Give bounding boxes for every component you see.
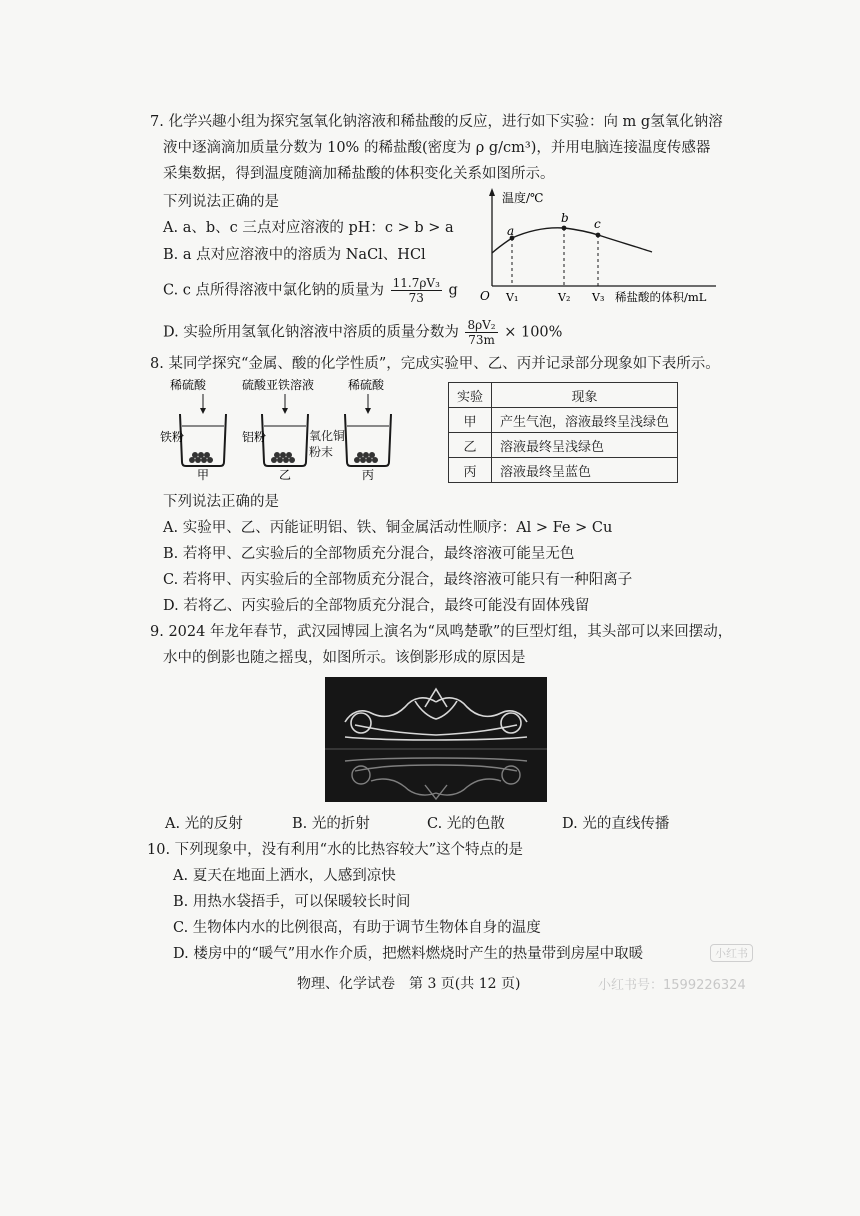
q7-temperature-graph bbox=[480, 188, 720, 306]
point-c-label: c bbox=[594, 217, 601, 231]
q10-stem: 10. 下列现象中，没有利用“水的比热容较大”这个特点的是 bbox=[147, 842, 523, 858]
q10-option-c: C. 生物体内水的比例很高，有助于调节生物体自身的温度 bbox=[173, 920, 541, 936]
q7-option-c-fraction bbox=[391, 276, 442, 305]
beaker-3-name: 丙 bbox=[362, 468, 375, 482]
q8-option-c: C. 若将甲、丙实验后的全部物质充分混合，最终溶液可能只有一种阳离子 bbox=[163, 572, 633, 588]
beaker-1-solid bbox=[189, 452, 213, 463]
beaker-2-name: 乙 bbox=[279, 468, 292, 482]
q7-stem-line1: 7. 化学兴趣小组为探究氢氧化钠溶液和稀盐酸的反应，进行如下实验：向 m g氢氧化钠溶 bbox=[150, 114, 723, 130]
beaker-2-reagent: 硫酸亚铁溶液 bbox=[242, 378, 315, 392]
beaker-3-solid bbox=[354, 452, 378, 463]
y-axis-arrow bbox=[489, 188, 495, 196]
q7-option-a: A. a、b、c 三点对应溶液的 pH：c > b > a bbox=[163, 220, 454, 236]
q7-option-d-text: D. 实验所用氢氧化钠溶液中溶质的质量分数为 bbox=[163, 324, 459, 341]
beaker-2-arrowhead bbox=[282, 408, 288, 414]
beaker-1-reagent: 稀硫酸 bbox=[170, 378, 207, 392]
q7-option-d-fraction bbox=[465, 318, 497, 347]
q8-stem: 8. 某同学探究“金属、酸的化学性质”，完成实验甲、乙、丙并记录部分现象如下表所示。 bbox=[150, 356, 720, 372]
q7-option-d-denominator: 73m bbox=[468, 333, 495, 347]
q8-beakers-diagram bbox=[158, 376, 408, 482]
beaker-2-solid bbox=[271, 452, 295, 463]
point-c-marker bbox=[596, 233, 601, 238]
page-footer: 物理、化学试卷 第 3 页(共 12 页) bbox=[297, 976, 521, 992]
q8-observation-table bbox=[448, 382, 678, 483]
table-header-cell: 实验 bbox=[449, 383, 492, 408]
beaker-3-arrowhead bbox=[365, 408, 371, 414]
table-cell: 溶液最终呈浅绿色 bbox=[492, 433, 678, 458]
beaker-3-solid-label: 氧化铜粉末 bbox=[309, 429, 346, 459]
q8-option-d: D. 若将乙、丙实验后的全部物质充分混合，最终可能没有固体残留 bbox=[163, 598, 590, 614]
watermark-text: 小红书号：1599226324 bbox=[598, 978, 746, 993]
q9-option-a: A. 光的反射 bbox=[165, 816, 243, 832]
table-header-row bbox=[449, 383, 678, 408]
q7-stem-line2: 液中逐滴滴加质量分数为 10% 的稀盐酸(密度为 ρ g/cm³)，并用电脑连接温度传感器 bbox=[163, 140, 711, 156]
q10-option-d: D. 楼房中的“暖气”用水作介质，把燃料燃烧时产生的热量带到房屋中取暖 bbox=[173, 946, 644, 962]
x-tick-v2: V₂ bbox=[558, 291, 571, 304]
temperature-curve bbox=[492, 228, 652, 253]
x-axis-label: 稀盐酸的体积/mL bbox=[615, 290, 707, 304]
q9-option-b: B. 光的折射 bbox=[292, 816, 370, 832]
beaker-3-reagent: 稀硫酸 bbox=[348, 378, 385, 392]
q9-option-d: D. 光的直线传播 bbox=[562, 816, 670, 832]
table-row bbox=[449, 458, 678, 483]
q7-option-d-suffix: × 100% bbox=[504, 324, 563, 341]
q7-option-c-denominator: 73 bbox=[408, 291, 424, 305]
watermark-badge: 小红书 bbox=[710, 944, 753, 962]
beaker-2-solid-label: 铝粉 bbox=[242, 430, 267, 444]
q7-option-c-unit: g bbox=[448, 282, 458, 299]
q10-option-a: A. 夏天在地面上洒水，人感到凉快 bbox=[173, 868, 396, 884]
table-cell: 甲 bbox=[449, 408, 492, 433]
point-a-label: a bbox=[507, 224, 515, 238]
q7-option-c bbox=[163, 276, 458, 305]
table-cell: 产生气泡，溶液最终呈浅绿色 bbox=[492, 408, 678, 433]
q10-option-b: B. 用热水袋捂手，可以保暖较长时间 bbox=[173, 894, 411, 910]
table-header-cell: 现象 bbox=[492, 383, 678, 408]
q9-option-c: C. 光的色散 bbox=[427, 816, 505, 832]
table-cell: 丙 bbox=[449, 458, 492, 483]
q8-prompt: 下列说法正确的是 bbox=[163, 494, 279, 510]
q7-prompt: 下列说法正确的是 bbox=[163, 194, 279, 210]
origin-label: O bbox=[480, 289, 490, 303]
q7-option-b: B. a 点对应溶液中的溶质为 NaCl、HCl bbox=[163, 247, 426, 263]
table-cell: 乙 bbox=[449, 433, 492, 458]
q9-stem-line1: 9. 2024 年龙年春节，武汉园博园上演名为“凤鸣楚歌”的巨型灯组，其头部可以来回摆动， bbox=[150, 624, 733, 640]
q7-option-c-text: C. c 点所得溶液中氯化钠的质量为 bbox=[163, 282, 385, 299]
q7-option-d bbox=[163, 318, 562, 347]
q8-option-a: A. 实验甲、乙、丙能证明铝、铁、铜金属活动性顺序：Al > Fe > Cu bbox=[163, 520, 613, 536]
q8-option-b: B. 若将甲、乙实验后的全部物质充分混合，最终溶液可能呈无色 bbox=[163, 546, 575, 562]
y-axis-label: 温度/℃ bbox=[502, 191, 544, 205]
table-row bbox=[449, 433, 678, 458]
x-tick-v1: V₁ bbox=[506, 291, 519, 304]
q7-stem-line3: 采集数据，得到温度随滴加稀盐酸的体积变化关系如图所示。 bbox=[163, 166, 555, 182]
table-row bbox=[449, 408, 678, 433]
phoenix-lantern-photo bbox=[325, 677, 547, 802]
q9-stem-line2: 水中的倒影也随之摇曳，如图所示。该倒影形成的原因是 bbox=[163, 650, 526, 666]
table-cell: 溶液最终呈蓝色 bbox=[492, 458, 678, 483]
beaker-1-name: 甲 bbox=[197, 468, 210, 482]
q7-option-d-numerator: 8ρV₂ bbox=[467, 318, 496, 332]
point-b-marker bbox=[562, 226, 567, 231]
point-b-label: b bbox=[561, 211, 569, 225]
beaker-1-solid-label: 铁粉 bbox=[160, 430, 185, 444]
beaker-1-arrowhead bbox=[200, 408, 206, 414]
x-tick-v3: V₃ bbox=[592, 291, 605, 304]
phoenix-lantern-illustration bbox=[325, 677, 547, 802]
q7-option-c-numerator: 11.7ρV₃ bbox=[392, 276, 440, 290]
